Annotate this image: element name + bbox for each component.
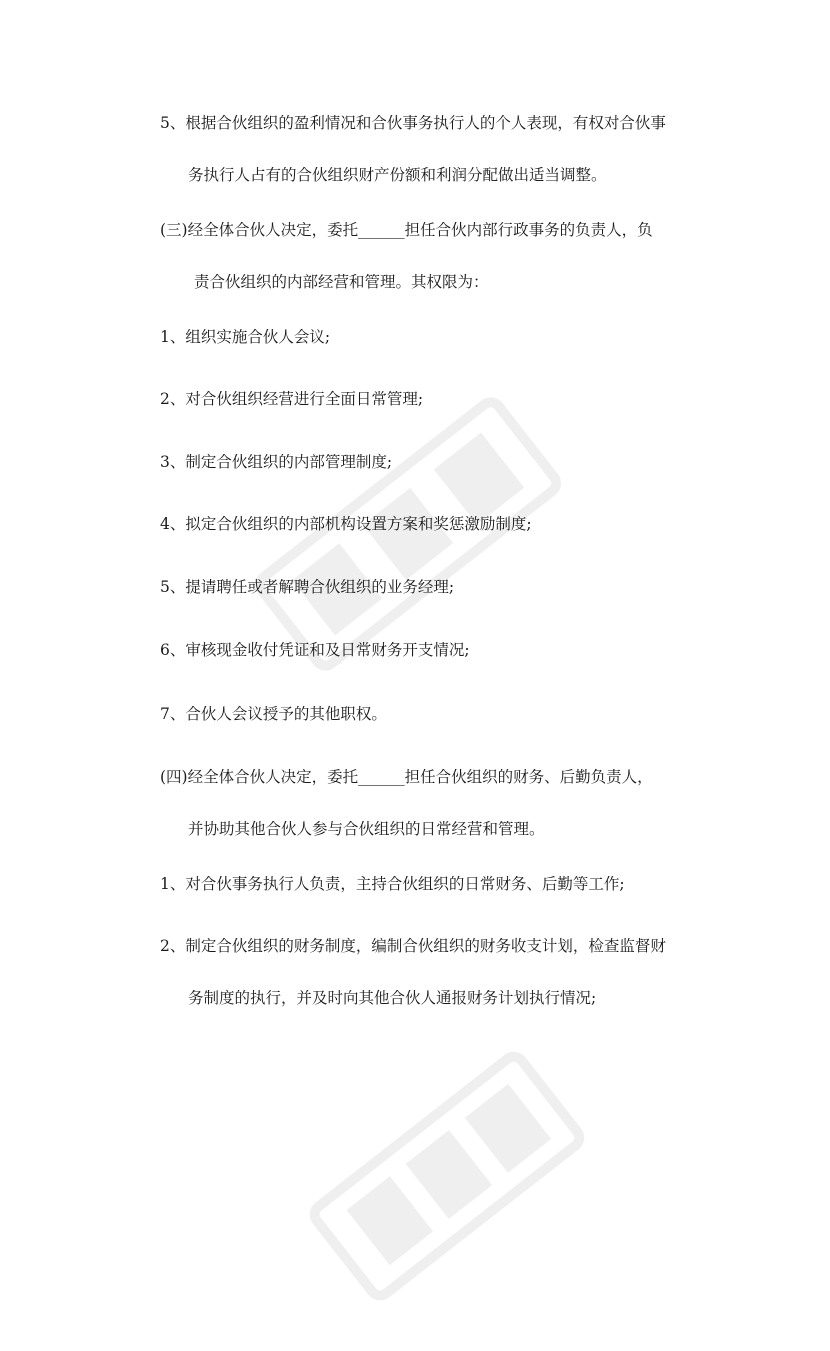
paragraph-line: 并协助其他合伙人参与合伙组织的日常经营和管理。: [188, 820, 545, 838]
paragraph-section-3: [160, 204, 720, 308]
list-item: [160, 688, 720, 740]
paragraph-line: 3、制定合伙组织的内部管理制度;: [160, 453, 393, 471]
watermark-seal-icon-bottom: [270, 1009, 630, 1351]
paragraph-line: 2、制定合伙组织的财务制度，编制合伙组织的财务收支计划，检查监督财: [160, 937, 666, 955]
paragraph-line: 1、组织实施合伙人会议;: [160, 328, 331, 346]
list-item: [160, 858, 720, 910]
list-item: [160, 624, 720, 676]
list-item: [160, 436, 720, 488]
paragraph-line: (四)经全体合伙人决定，委托______担任合伙组织的财务、后勤负责人，: [160, 768, 653, 786]
paragraph-line: 务执行人占有的合伙组织财产份额和利润分配做出适当调整。: [188, 166, 607, 184]
list-item: [160, 561, 720, 613]
paragraph-line: 7、合伙人会议授予的其他职权。: [160, 705, 387, 723]
paragraph-line: 6、审核现金收付凭证和及日常财务开支情况;: [160, 641, 470, 659]
paragraph-line: 4、拟定合伙组织的内部机构设置方案和奖惩激励制度;: [160, 515, 532, 533]
paragraph-line: 1、对合伙事务执行人负责，主持合伙组织的日常财务、后勤等工作;: [160, 875, 625, 893]
paragraph-line: (三)经全体合伙人决定，委托______担任合伙内部行政事务的负责人，负: [160, 221, 653, 239]
list-item: [160, 373, 720, 425]
list-item: [160, 311, 720, 363]
paragraph-line: 5、提请聘任或者解聘合伙组织的业务经理;: [160, 578, 455, 596]
list-item: [160, 920, 720, 1024]
paragraph-line: 责合伙组织的内部经营和管理。其权限为：: [194, 273, 489, 291]
paragraph-section-4: [160, 751, 720, 855]
paragraph-line: 5、根据合伙组织的盈利情况和合伙事务执行人的个人表现，有权对合伙事: [160, 114, 666, 132]
paragraph-line: 务制度的执行，并及时向其他合伙人通报财务计划执行情况;: [188, 989, 597, 1007]
paragraph-item-5-adjust: [160, 97, 720, 201]
paragraph-line: 2、对合伙组织经营进行全面日常管理;: [160, 390, 424, 408]
list-item: [160, 498, 720, 550]
